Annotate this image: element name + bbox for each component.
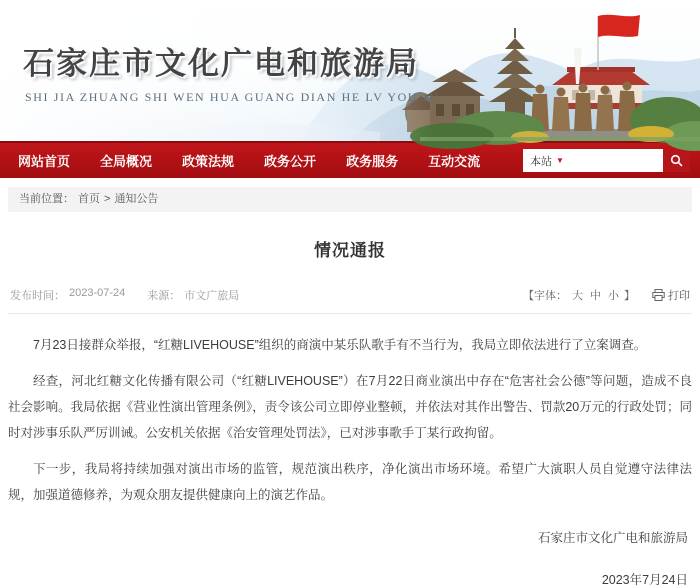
chevron-down-icon: ▼ bbox=[556, 155, 564, 165]
font-size-small-button[interactable]: 小 bbox=[608, 290, 619, 302]
breadcrumb-separator: > bbox=[104, 193, 111, 205]
search-input[interactable] bbox=[523, 149, 663, 172]
source-label: 来源： bbox=[147, 290, 181, 302]
font-size-medium-button[interactable]: 中 bbox=[590, 290, 601, 302]
nav-item-interaction[interactable]: 互动交流 bbox=[428, 154, 481, 169]
search-scope-dropdown[interactable] bbox=[530, 153, 564, 169]
font-size-large-button[interactable]: 大 bbox=[572, 290, 583, 302]
article-meta-row bbox=[8, 287, 692, 313]
site-banner bbox=[0, 0, 700, 141]
print-button[interactable] bbox=[652, 287, 690, 303]
article-paragraph-1: 7月23日接群众举报，“红糖LIVEHOUSE”组织的商演中某乐队歌手有不当行为，我局立即依法进行了立案调查。 bbox=[33, 338, 647, 352]
article-toolbar bbox=[523, 287, 690, 303]
site-title: 石家庄市文化广电和旅游局 bbox=[23, 46, 419, 81]
site-title-pinyin: SHI JIA ZHUANG SHI WEN HUA GUANG DIAN HE LV YOU JU bbox=[25, 90, 440, 104]
article-signature: 石家庄市文化广电和旅游局 bbox=[537, 531, 688, 545]
nav-item-policies[interactable]: 政策法规 bbox=[182, 154, 235, 169]
nav-item-services[interactable]: 政务服务 bbox=[346, 154, 399, 169]
main-nav bbox=[0, 141, 700, 178]
printer-icon bbox=[652, 289, 665, 301]
search-icon bbox=[670, 154, 683, 167]
breadcrumb-label: 当前位置： bbox=[19, 193, 74, 205]
nav-item-disclosure[interactable]: 政务公开 bbox=[264, 154, 317, 169]
article-paragraph-2: 经查，河北红糖文化传播有限公司（“红糖LIVEHOUSE”）在7月22日商业演出中存在“危害社会公德”等问题，造成不良社会影响。我局依据《营业性演出管理条例》，责令该公司立即停业整顿，并依法对其作出警告、罚款20万元的行政处罚；同时对涉事乐队严厉训诫。公安机关依据《治安管理处罚法》，已对涉事歌手丁某行政拘留。 bbox=[8, 374, 692, 440]
article-date: 2023年7月24日 bbox=[601, 573, 688, 587]
site-search bbox=[523, 149, 690, 172]
page-title: 情况通报 bbox=[314, 241, 386, 260]
meta-divider bbox=[8, 313, 692, 314]
article-meta bbox=[10, 287, 239, 303]
font-size-suffix: 】 bbox=[624, 290, 635, 302]
source-value: 市文广旅局 bbox=[184, 290, 240, 302]
search-scope-label: 本站 bbox=[530, 155, 552, 168]
font-size-prefix: 【字体： bbox=[523, 290, 567, 302]
article-paragraph-3: 下一步，我局将持续加强对演出市场的监管，规范演出秩序，净化演出市场环境。希望广大演职人员自觉遵守法律法规，加强道德修养，为观众朋友提供健康向上的演艺作品。 bbox=[8, 462, 692, 502]
print-label: 打印 bbox=[668, 290, 690, 302]
search-button[interactable] bbox=[663, 149, 690, 172]
breadcrumb-current-link[interactable]: 通知公告 bbox=[114, 193, 159, 205]
breadcrumb-home-link[interactable]: 首页 bbox=[78, 193, 100, 205]
breadcrumb bbox=[8, 187, 692, 212]
nav-item-overview[interactable]: 全局概况 bbox=[100, 154, 153, 169]
publish-time-value: 2023-07-24 bbox=[69, 287, 126, 299]
publish-time-label: 发布时间： bbox=[10, 290, 65, 302]
nav-item-home[interactable]: 网站首页 bbox=[18, 154, 71, 169]
article bbox=[0, 236, 700, 588]
